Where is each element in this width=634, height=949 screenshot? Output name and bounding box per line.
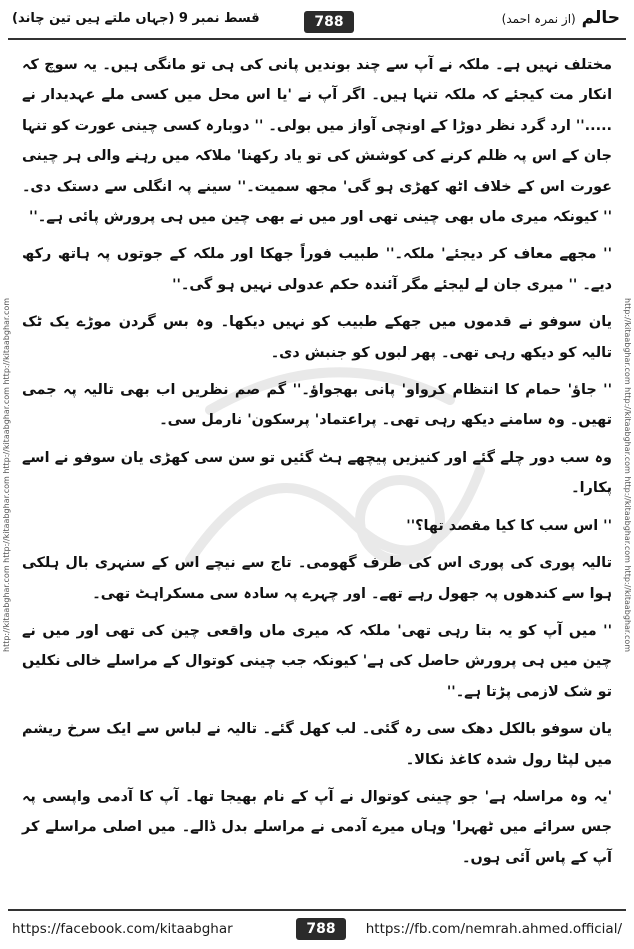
novel-title-text: حالم	[581, 8, 620, 28]
paragraph: مختلف نہیں ہے۔ ملکہ نے آپ سے چند بوندیں پانی کی ہی تو مانگی ہیں۔ یہ سوچ کہ انکار مت کیجئے کہ ملکہ تنہا ہیں۔ اگر آپ نے 'یا اس محل میں کسی ملے عہدیدار نے .....'' ارد گرد نظر دوڑا کے اونچی آواز میں بولی۔ '' دوبارہ کسی چینی عورت کو تنہا جان کے اس پہ ظلم کرنے کی کوشش کی تو یاد رکھنا' ملاکہ میں رہنے والی ہر چینی عورت اس کے خلاف اٹھ کھڑی ہو گی' مجھ سمیت۔'' سینے پہ انگلی سے دستک دی۔ '' کیونکہ میری ماں بھی چینی تھی اور میں نے بھی چین میں ہی پرورش پائی ہے۔''	[22, 57, 612, 226]
facebook-link[interactable]: https://facebook.com/kitaabghar	[12, 921, 233, 937]
paragraph: وہ سب دور چلے گئے اور کنیزیں پیچھے ہٹ گئیں تو سن سی کھڑی یان سوفو نے اسے پکارا۔	[22, 449, 612, 497]
header-divider	[8, 38, 626, 40]
author-name: (از نمرہ احمد)	[501, 12, 576, 26]
paragraph: '' جاؤ' حمام کا انتظام کرواو' پانی بھجواؤ۔'' گم صم نظریں اب بھی تالیہ پہ جمی تھیں۔ وہ سامنے دیکھ رہی تھی۔ پراعتماد' پرسکون' نارمل سی۔	[22, 382, 612, 429]
novel-title	[502, 8, 620, 28]
footer-divider	[8, 909, 626, 911]
right-margin-url: http://kitaabghar.com http://kitaabghar.com http://kitaabghar.com http://kitaabghar.com	[623, 297, 632, 653]
author-facebook-link[interactable]: https://fb.com/nemrah.ahmed.official/	[365, 921, 622, 937]
episode-title: قسط نمبر 9 (جہاں ملتے ہیں تین چاند)	[12, 11, 260, 26]
page-header	[8, 6, 626, 36]
page-footer	[8, 915, 626, 943]
paragraph: یان سوفو نے قدموں میں جھکے طبیب کو نہیں دیکھا۔ وہ بس گردن موڑے یک ٹک تالیہ کو دیکھ رہی تھی۔ پھر لبوں کو جنبش دی۔	[22, 314, 612, 361]
footer-page-number: 788	[296, 918, 346, 940]
paragraph: '' اس سب کا کیا مقصد تھا؟''	[406, 517, 612, 534]
header-page-number: 788	[304, 11, 354, 33]
paragraph: 'یہ وہ مراسلہ ہے' جو چینی کوتوال نے آپ کے نام بھیجا تھا۔ آپ کا آدمی واپسی پہ جس سرائے میں ٹھہرا' وہاں میرے آدمی نے مراسلے بدل ڈالے۔ میں اصلی مراسلے کر آپ کے پاس آئی ہوں۔	[22, 788, 612, 866]
paragraph: '' میں آپ کو یہ بتا رہی تھی' ملکہ کہ میری ماں واقعی چین کی تھی اور میں نے چین میں ہی پرورش حاصل کی ہے' کیونکہ جب چینی کوتوال کے مراسلے خالی نکلیں تو شک لازمی پڑتا ہے۔''	[22, 622, 612, 700]
paragraph: '' مجھے معاف کر دیجئے' ملکہ۔'' طبیب فوراً جھکا اور ملکہ کے جوتوں پہ ہاتھ رکھ دیے۔ '' میری جان لے لیجئے مگر آئندہ حکم عدولی نہیں ہو گی۔''	[22, 246, 612, 293]
left-margin-url: http://kitaabghar.com http://kitaabghar.com http://kitaabghar.com http://kitaabghar.com	[2, 297, 11, 653]
paragraph: تالیہ پوری کی پوری اس کی طرف گھومی۔ تاج سے نیچے اس کے سنہری بال ہلکی ہوا سے کندھوں پہ جھول رہے تھے۔ اور چہرے پہ سادہ سی مسکراہٹ تھی۔	[22, 555, 612, 602]
page-body	[22, 50, 612, 889]
paragraph: یان سوفو بالکل دھک سی رہ گئی۔ لب کھل گئے۔ تالیہ نے لباس سے ایک سرخ ریشم میں لپٹا رول شدہ کاغذ نکالا۔	[22, 721, 612, 768]
